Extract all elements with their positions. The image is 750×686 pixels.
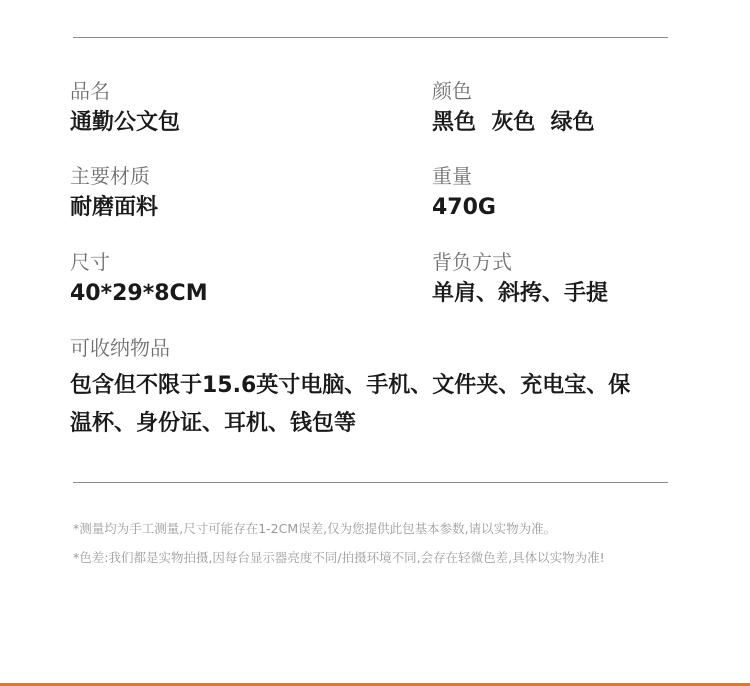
spec-color-value: 黑色 灰色 绿色 bbox=[432, 110, 595, 135]
spec-weight bbox=[432, 163, 496, 223]
spec-carry bbox=[432, 249, 608, 309]
spec-name bbox=[70, 78, 180, 138]
spec-name-value: 通勤公文包 bbox=[70, 110, 181, 135]
spec-material-value: 耐磨面料 bbox=[70, 195, 159, 220]
spec-color-label: 颜色 bbox=[432, 79, 472, 103]
spec-weight-label: 重量 bbox=[432, 164, 472, 188]
spec-size bbox=[70, 249, 208, 309]
measure-note: *测量均为手工测量,尺寸可能存在1-2CM误差,仅为您提供此包基本参数,请以实物为准。 bbox=[73, 521, 557, 536]
spec-size-value: 40*29*8CM bbox=[70, 281, 208, 306]
spec-material-label: 主要材质 bbox=[70, 164, 150, 188]
spec-carry-value: 单肩、斜挎、手提 bbox=[432, 281, 609, 306]
notes-divider bbox=[73, 482, 668, 483]
spec-size-label: 尺寸 bbox=[70, 250, 110, 274]
spec-capacity-value: 包含但不限于15.6英寸电脑、手机、文件夹、充电宝、保温杯、身份证、耳机、钱包等 bbox=[70, 373, 631, 436]
spec-capacity-label: 可收纳物品 bbox=[70, 336, 170, 360]
spec-name-label: 品名 bbox=[70, 79, 110, 103]
top-divider bbox=[73, 37, 668, 38]
color-diff-note: *色差:我们都是实物拍摄,因每台显示器亮度不同/拍摄环境不同,会存在轻微色差,具体以实物为准! bbox=[73, 550, 605, 565]
spec-color bbox=[432, 78, 595, 138]
spec-weight-value: 470G bbox=[432, 195, 496, 220]
spec-carry-label: 背负方式 bbox=[432, 250, 512, 274]
spec-capacity bbox=[70, 335, 645, 443]
spec-material bbox=[70, 163, 158, 223]
